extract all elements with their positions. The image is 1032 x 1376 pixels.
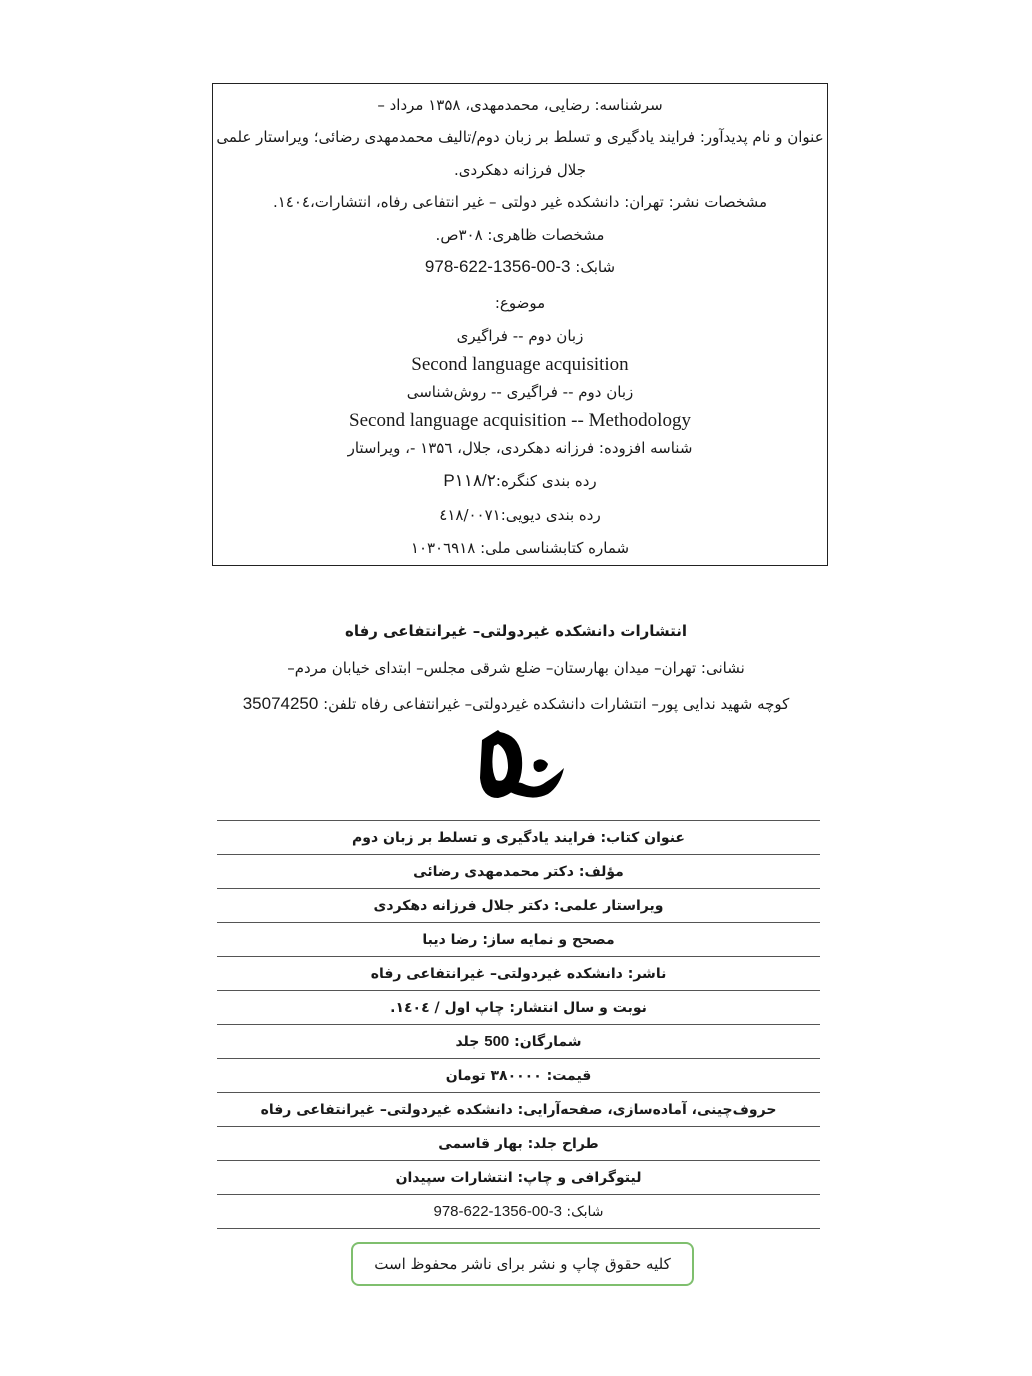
- catalog-subject1-fa: زبان دوم -- فراگیری: [456, 327, 584, 345]
- info-row-printing: لیتوگرافی و چاپ: انتشارات سپیدان: [217, 1160, 820, 1194]
- publisher-title: انتشارات دانشکده غیردولتی– غیرانتفاعی رفاه: [344, 622, 688, 640]
- catalog-lc: P۱۱۸/۲: [443, 471, 496, 490]
- catalog-subject2-fa: زبان دوم -- فراگیری -- روش‌شناسی: [406, 383, 634, 401]
- info-row-proofreader: مصحح و نمایه ساز: رضا دیبا: [217, 922, 820, 956]
- info-row-title: عنوان کتاب: فرایند یادگیری و تسلط بر زبان دوم: [217, 820, 820, 854]
- catalog-record-box: [212, 83, 828, 566]
- catalog-lc-label: رده بندی کنگره:: [495, 472, 597, 490]
- catalog-national-no: شماره کتابشناسی ملی: ۱۰۳۰٦۹۱۸: [410, 539, 630, 557]
- print-run-unit: جلد: [455, 1033, 480, 1050]
- catalog-ddc: رده بندی دیویی:٤۱۸/۰۰۷۱: [439, 506, 601, 524]
- catalog-subject-label: موضوع:: [494, 294, 546, 312]
- info-row-price: قیمت: ۳۸۰۰۰۰ تومان: [217, 1058, 820, 1092]
- catalog-author-heading: سرشناسه: رضایی، محمدمهدی، ۱۳۵۸ مرداد –: [377, 96, 663, 114]
- catalog-publication: مشخصات نشر: تهران: دانشکده غیر دولتی – غیر انتفاعی رفاه، انتشارات،۱٤٠٤.: [272, 193, 768, 211]
- catalog-title-line1: عنوان و نام پدیدآور: فرایند یادگیری و تسلط بر زبان دوم/تالیف محمدمهدی رضائی؛ ویراستار علمی: [216, 128, 824, 146]
- info-row-cover-designer: طراح جلد: بهار قاسمی: [217, 1126, 820, 1160]
- publisher-address1: نشانی: تهران– میدان بهارستان– ضلع شرقی مجلس– ابتدای خیابان مردم–: [287, 659, 745, 677]
- catalog-isbn-line: [213, 257, 827, 277]
- catalog-subject1-en: Second language acquisition: [411, 354, 629, 375]
- print-run-label: شمارگان:: [514, 1033, 582, 1050]
- info-isbn-label: شابک:: [566, 1203, 604, 1220]
- copyright-notice: کلیه حقوق چاپ و نشر برای ناشر محفوظ است: [351, 1242, 694, 1286]
- catalog-physical: مشخصات ظاهری: ۳۰۸ص.: [435, 226, 605, 244]
- info-isbn: 978-622-1356-00-3: [433, 1203, 562, 1220]
- info-row-print-run: [217, 1024, 820, 1058]
- info-row-typesetting: حروف‌چینی، آماده‌سازی، صفحه‌آرایی: دانشکده غیردولتی– غیرانتفاعی رفاه: [217, 1092, 820, 1126]
- catalog-isbn-label: شابک:: [575, 258, 616, 276]
- info-row-author: مؤلف: دکتر محمدمهدی رضائی: [217, 854, 820, 888]
- print-run-value: 500: [484, 1033, 510, 1050]
- info-row-edition: نوبت و سال انتشار: چاپ اول / ۱٤٠٤.: [217, 990, 820, 1024]
- info-row-editor: ویراستار علمی: دکتر جلال فرزانه دهکردی: [217, 888, 820, 922]
- info-row-publisher: ناشر: دانشکده غیردولتی– غیرانتفاعی رفاه: [217, 956, 820, 990]
- info-row-isbn: [217, 1194, 820, 1229]
- catalog-added-entry: شناسه افزوده: فرزانه دهکردی، جلال، ۱۳۵٦ -، ویراستار: [347, 439, 693, 457]
- book-info-table: [217, 820, 820, 1229]
- catalog-title-line2: جلال فرزانه دهکردی.: [453, 161, 587, 179]
- publisher-logo-icon: [476, 728, 566, 800]
- publisher-phone: 35074250: [242, 694, 319, 713]
- catalog-subject2-en: Second language acquisition -- Methodology: [349, 410, 691, 431]
- catalog-isbn: 978-622-1356-00-3: [424, 257, 571, 276]
- publisher-address2: کوچه شهید ندایی پور– انتشارات دانشکده غیردولتی– غیرانتفاعی رفاه تلفن:: [323, 695, 790, 713]
- publisher-address2-line: [0, 694, 1032, 714]
- catalog-lc-line: [213, 471, 827, 491]
